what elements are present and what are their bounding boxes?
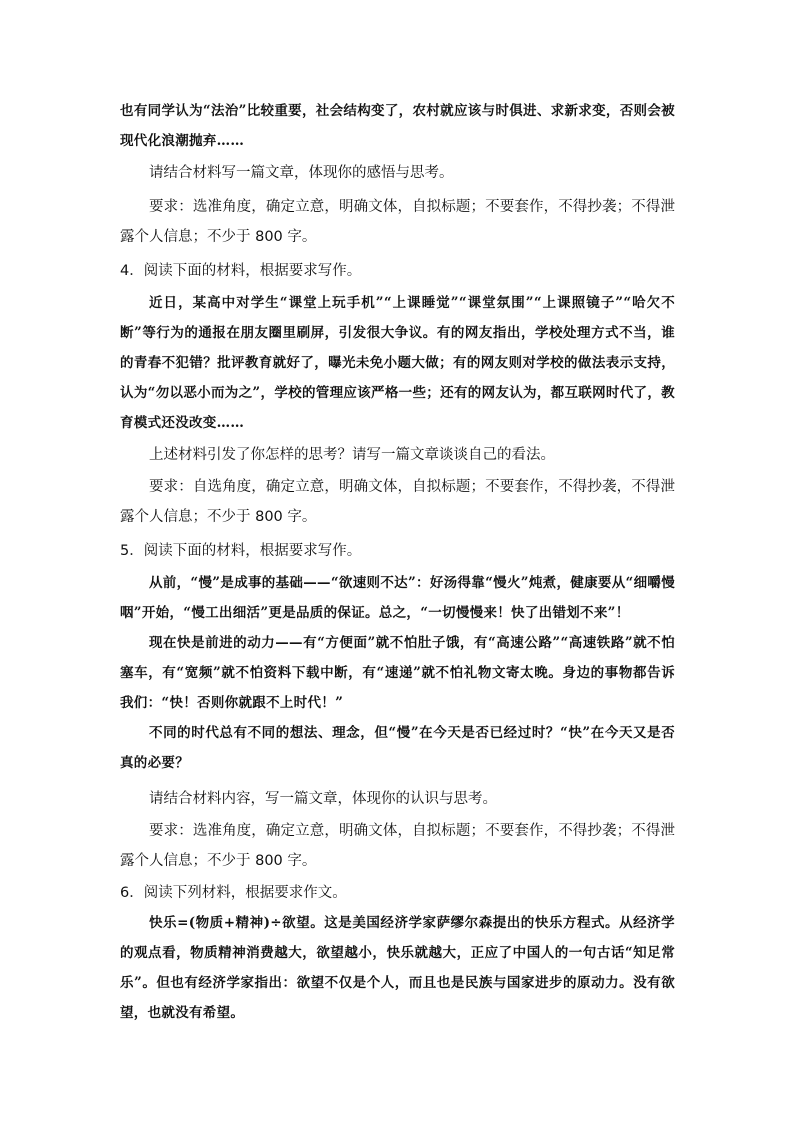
question-4-heading: 4．阅读下面的材料，根据要求写作。 — [120, 263, 362, 279]
question-4-material: 近日，某高中对学生“课堂上玩手机”“上课睡觉”“课堂氛围”“上课照镜子”“哈欠不断”等行为的通报在朋友圈里刷屏，引发很大争议。有的网友指出，学校处理方式不当，谁的青春不犯错？批评教育就好了，曝光未免小题大做；有的网友则对学校的做法表示支持，认为“勿以恶小而为之”，学校的管理应该严格一些；还有的网友认为，都互联网时代了，教育模式还没改变…… — [120, 295, 675, 431]
question-4-instruction: 上述材料引发了你怎样的思考？请写一篇文章谈谈自己的看法。 — [149, 447, 555, 463]
question-5-material-part-3: 不同的时代总有不同的想法、理念，但“慢”在今天是否已经过时？“快”在今天又是否真的必要？ — [120, 725, 675, 771]
question-5-instruction: 请结合材料内容，写一篇文章，体现你的认识与思考。 — [149, 791, 497, 807]
question-6-heading: 6．阅读下列材料，根据要求作文。 — [120, 885, 347, 901]
question-5-material-part-1: 从前，“慢”是成事的基础——“欲速则不达”：好汤得靠“慢火”炖煮，健康要从“细嚼慢咽”开始，“慢工出细活”更是品质的保证。总之，“一切慢慢来！快了出错划不来”！ — [120, 575, 675, 621]
question-5-material-part-2: 现在快是前进的动力——有“方便面”就不怕肚子饿，有“高速公路”“高速铁路”就不怕塞车，有“宽频”就不怕资料下载中断，有“速递”就不怕礼物文寄太晚。身边的事物都告诉我们：“快！否则你就跟不上时代！” — [120, 635, 675, 711]
question-4-requirements: 要求：自选角度，确定立意，明确文体，自拟标题；不要套作，不得抄袭，不得泄露个人信息；不少于 800 字。 — [120, 479, 675, 525]
question-6-material: 快乐=(物质+精神)÷欲望。这是美国经济学家萨缪尔森提出的快乐方程式。从经济学的观点看，物质精神消费越大，欲望越小，快乐就越大，正应了中国人的一句古话“知足常乐”。但也有经济学家指出：欲望不仅是个人，而且也是民族与国家进步的原动力。没有欲望，也就没有希望。 — [120, 915, 675, 1021]
material-paragraph-continued: 也有同学认为“法治”比较重要，社会结构变了，农村就应该与时俱进、求新求变，否则会被现代化浪潮抛弃…… — [120, 103, 675, 149]
question-5-requirements: 要求：选准角度，确定立意，明确文体，自拟标题；不要套作，不得抄袭；不得泄露个人信息；不少于 800 字。 — [120, 823, 675, 869]
question-5-heading: 5．阅读下面的材料，根据要求写作。 — [120, 543, 362, 559]
prompt-instruction: 请结合材料写一篇文章，体现你的感悟与思考。 — [149, 165, 454, 181]
requirements-text: 要求：选准角度，确定立意，明确文体，自拟标题；不要套作，不得抄袭；不得泄露个人信息；不少于 800 字。 — [120, 199, 675, 245]
